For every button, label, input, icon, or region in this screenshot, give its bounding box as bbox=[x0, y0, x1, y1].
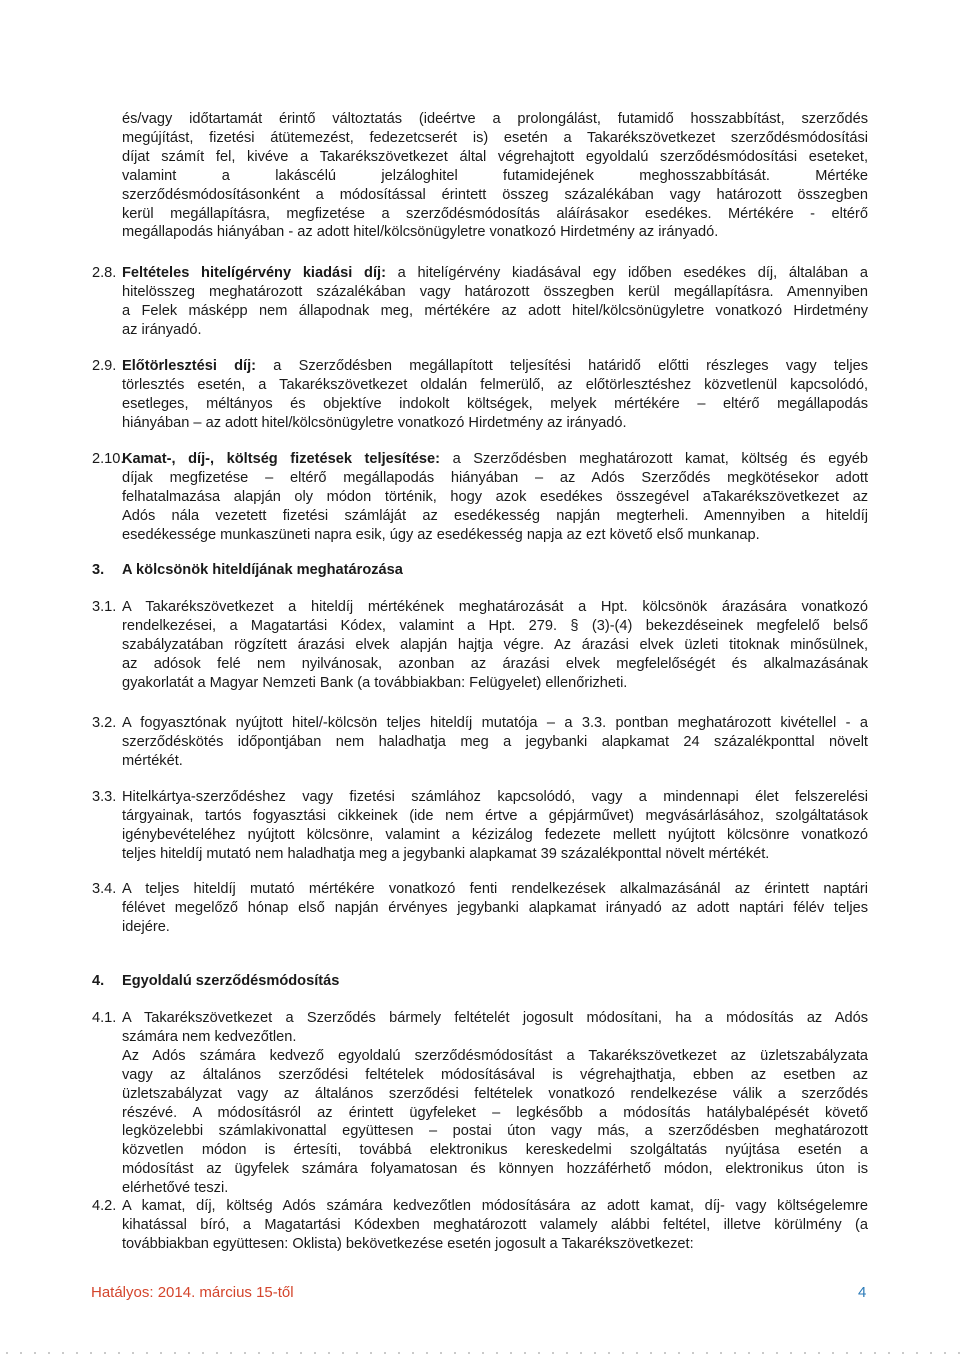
text-line: félévet megelőző hónap első napján érvényes jegybanki alapkamat irányadó az adott naptári félév teljes bbox=[122, 899, 868, 916]
text-line: számára nem kedvezőtlen. bbox=[122, 1028, 297, 1045]
section-number: 3.3. bbox=[92, 789, 117, 805]
page-border-dots bbox=[0, 1352, 960, 1354]
section-3-1 bbox=[122, 598, 868, 693]
text-line: teljes hiteldíj mutató nem haladhatja meg a jegybanki alapkamat 39 százalékponttal növelt mértékét. bbox=[122, 845, 770, 862]
text-line: továbbiakban együttesen: Oklista) bekövetkezése esetén jogosult a Takarékszövetkezet: bbox=[122, 1235, 694, 1252]
text-line: a Szerződésben megállapított teljesítési határidő előtti részleges vagy teljes bbox=[273, 358, 868, 374]
text-line: megújítást, fizetési átütemezést, fedezetcserét is) esetén a Takarékszövetkezet szerződésmódosítási bbox=[122, 129, 868, 146]
section-number: 4.2. bbox=[92, 1198, 117, 1214]
text-line: díjat számít fel, kivéve a Takarékszövetkezet által végrehajtott egyoldalú szerződésmódosítási eseteket, bbox=[122, 148, 868, 165]
text-line: módosítást az ügyfelek számára folyamatosan és könnyen hozzáférhető módon, elektronikus úton is bbox=[122, 1161, 868, 1178]
section-2-8 bbox=[122, 264, 868, 340]
section-number: 3. bbox=[92, 562, 105, 578]
section-2-10 bbox=[122, 450, 868, 545]
effective-date-footer: Hatályos: 2014. március 15-től bbox=[91, 1284, 294, 1301]
section-4-1 bbox=[122, 1009, 868, 1198]
text-line: a Szerződésben meghatározott kamat, költség és egyéb bbox=[452, 451, 868, 467]
text-line: Az Adós számára kedvező egyoldalú szerződésmódosítást a Takarékszövetkezet az üzletszabályzata bbox=[122, 1047, 868, 1064]
text-line: gyakorlatát a Magyar Nemzeti Bank (a továbbiakban: Felügyelet) ellenőrizheti. bbox=[122, 674, 628, 691]
section-3-4 bbox=[122, 880, 868, 937]
text-line: törlesztés esetén, a Takarékszövetkezet oldalán felmerülő, az előtörlesztéshez közvetlenül kapcsolódó, bbox=[122, 376, 868, 393]
text-line: hitelösszeg meghatározott százalékában vagy határozott összegben kerül megállapításra. Amennyiben bbox=[122, 283, 868, 300]
text-line: szerződésmódosításonként a módosítással érintett összeg százalékában vagy határozott összegben bbox=[122, 186, 868, 203]
text-line: felhatalmazása alapján oly módon történik, hogy azok esedékes összegével aTakarékszövetkezet az bbox=[122, 488, 868, 505]
text-line: idejére. bbox=[122, 918, 170, 935]
text-line: legközelebbi számlakivonattal együttesen – postai úton vagy más, a szerződésben meghatározott bbox=[122, 1123, 868, 1140]
text-line: A kamat, díj, költség Adós számára kedvezőtlen módosítására az adott kamat, díj- vagy költségelemre bbox=[122, 1198, 868, 1214]
section-number: 3.2. bbox=[92, 715, 117, 731]
section-3-3 bbox=[122, 788, 868, 864]
text-line: díjak megfizetése – eltérő megállapodás hiányában – az Adós Szerződés megkötésekor adott bbox=[122, 469, 868, 486]
section-heading: Előtörlesztési díj: bbox=[122, 358, 257, 374]
text-line: tárgyainak, tartós fogyasztási cikkeinek (ide nem értve a gépjárművet) megvásárlásához, szolgáltatások bbox=[122, 807, 868, 824]
section-number: 3.1. bbox=[92, 599, 117, 615]
text-line: A Takarékszövetkezet a hiteldíj mértékének meghatározását a Hpt. kölcsönök árazására vonatkozó bbox=[122, 599, 868, 615]
text-line: A fogyasztónak nyújtott hitel/-kölcsön teljes hiteldíj mutatója – a 3.3. pontban meghatározott kivétellel - a bbox=[122, 715, 868, 731]
text-line: közvetlen módon is értesíti, továbbá elektronikus kereskedelmi szolgáltatás nyújtása esetén a bbox=[122, 1142, 868, 1159]
section-number: 4. bbox=[92, 973, 105, 989]
text-line: Hitelkártya-szerződéshez vagy fizetési számlához kapcsolódó, vagy a mindennapi élet felszerelési bbox=[122, 789, 868, 805]
text-line: a hitelígérvény kiadásával egy időben esedékes díj, általában a bbox=[397, 265, 869, 281]
text-line: A Takarékszövetkezet a Szerződés bármely feltételét jogosult módosítani, ha a módosítás az Adós bbox=[122, 1010, 868, 1026]
text-line: az irányadó. bbox=[122, 321, 202, 338]
section-number: 2.9. bbox=[92, 358, 117, 374]
text-line: rendelkezései, a Magatartási Kódex, valamint a Hpt. 279. § (3)-(4) bekezdéseinek megfelelő belső bbox=[122, 617, 868, 634]
text-line: Adós nála vezetett fizetési számláját az esedékesség napján megterheli. Amennyiben a hiteldíj bbox=[122, 507, 868, 524]
section-number: 2.8. bbox=[92, 265, 117, 281]
text-line: esetleges, méltányos és objektíve indokolt költségek, melyek mértékére – eltérő megállapodás bbox=[122, 395, 868, 412]
section-4-2 bbox=[122, 1197, 868, 1254]
text-line: megállapodás hiányában - az adott hitel/kölcsönügyletre vonatkozó Hirdetmény az irányadó. bbox=[122, 224, 719, 241]
section-3-2 bbox=[122, 714, 868, 771]
section-number: 3.4. bbox=[92, 881, 117, 897]
text-line: kerül megállapításra, megfizetése a szerződésmódosítás aláírásakor esedékes. Mértékére - eltérő bbox=[122, 205, 868, 222]
section-number: 4.1. bbox=[92, 1010, 117, 1026]
text-line: szerződéskötés időpontjában nem haladhatja meg a jegybanki alapkamat 24 százalékponttal növelt bbox=[122, 733, 868, 750]
text-line: A teljes hiteldíj mutató mértékére vonatkozó fenti rendelkezések alkalmazásánál az érintett naptári bbox=[122, 881, 868, 897]
text-line: igénybevételéhez nyújtott kölcsönre, valamint a kézizálog fedezete mellett nyújtott kölcsönre vonatkozó bbox=[122, 826, 868, 843]
section-number: 2.10. bbox=[92, 451, 125, 467]
text-line: részévé. A módosításról az érintett ügyfeleket – legkésőbb a módosítás hatálybalépését követő bbox=[122, 1104, 868, 1121]
text-line: és/vagy időtartamát érintő változtatás (ideértve a prolongálást, futamidő hosszabbítást, szerződés bbox=[122, 111, 868, 127]
text-line: az adósok felé nem nyilvánosak, azonban az árazási elvek megfelelőségét és alkalmazásának bbox=[122, 655, 868, 672]
page-number: 4 bbox=[858, 1284, 867, 1301]
text-line: szabályzatában rögzített árazási elvek alapján hajtja végre. Az árazási elvek üzleti titoknak minősülnek, bbox=[122, 636, 868, 653]
section-title: A kölcsönök hiteldíjának meghatározása bbox=[122, 562, 403, 578]
intro-paragraph bbox=[122, 110, 868, 242]
section-2-9 bbox=[122, 357, 868, 433]
section-heading: Feltételes hitelígérvény kiadási díj: bbox=[122, 265, 386, 281]
text-line: elérhetővé teszi. bbox=[122, 1180, 229, 1197]
section-heading: Kamat-, díj-, költség fizetések teljesítése: bbox=[122, 451, 440, 467]
text-line: vagy az általános szerződési feltételek módosításával is végrehajthatja, ebben az esetben az bbox=[122, 1066, 868, 1083]
section-title: Egyoldalú szerződésmódosítás bbox=[122, 973, 340, 989]
text-line: valamint a lakáscélú jelzáloghitel futamidejének meghosszabbítását. Mértéke bbox=[122, 167, 868, 184]
text-line: hiányában – az adott hitel/kölcsönügyletre vonatkozó Hirdetmény az irányadó. bbox=[122, 414, 627, 431]
text-line: esedékessége munkaszüneti napra esik, úgy az esedékesség napja az ezt követő első munkanap. bbox=[122, 526, 760, 543]
text-line: a Felek másképp nem állapodnak meg, mértékére az adott hitel/kölcsönügyletre vonatkozó Hirdetmény bbox=[122, 302, 868, 319]
text-line: üzletszabályzat vagy az általános szerződési feltételek vonatkozó rendelkezése válik a szerződés bbox=[122, 1085, 868, 1102]
text-line: kihatással bíró, a Magatartási Kódexben meghatározott valamely alábbi feltétel, illetve körülmény (a bbox=[122, 1216, 868, 1233]
text-line: mértékét. bbox=[122, 752, 183, 769]
